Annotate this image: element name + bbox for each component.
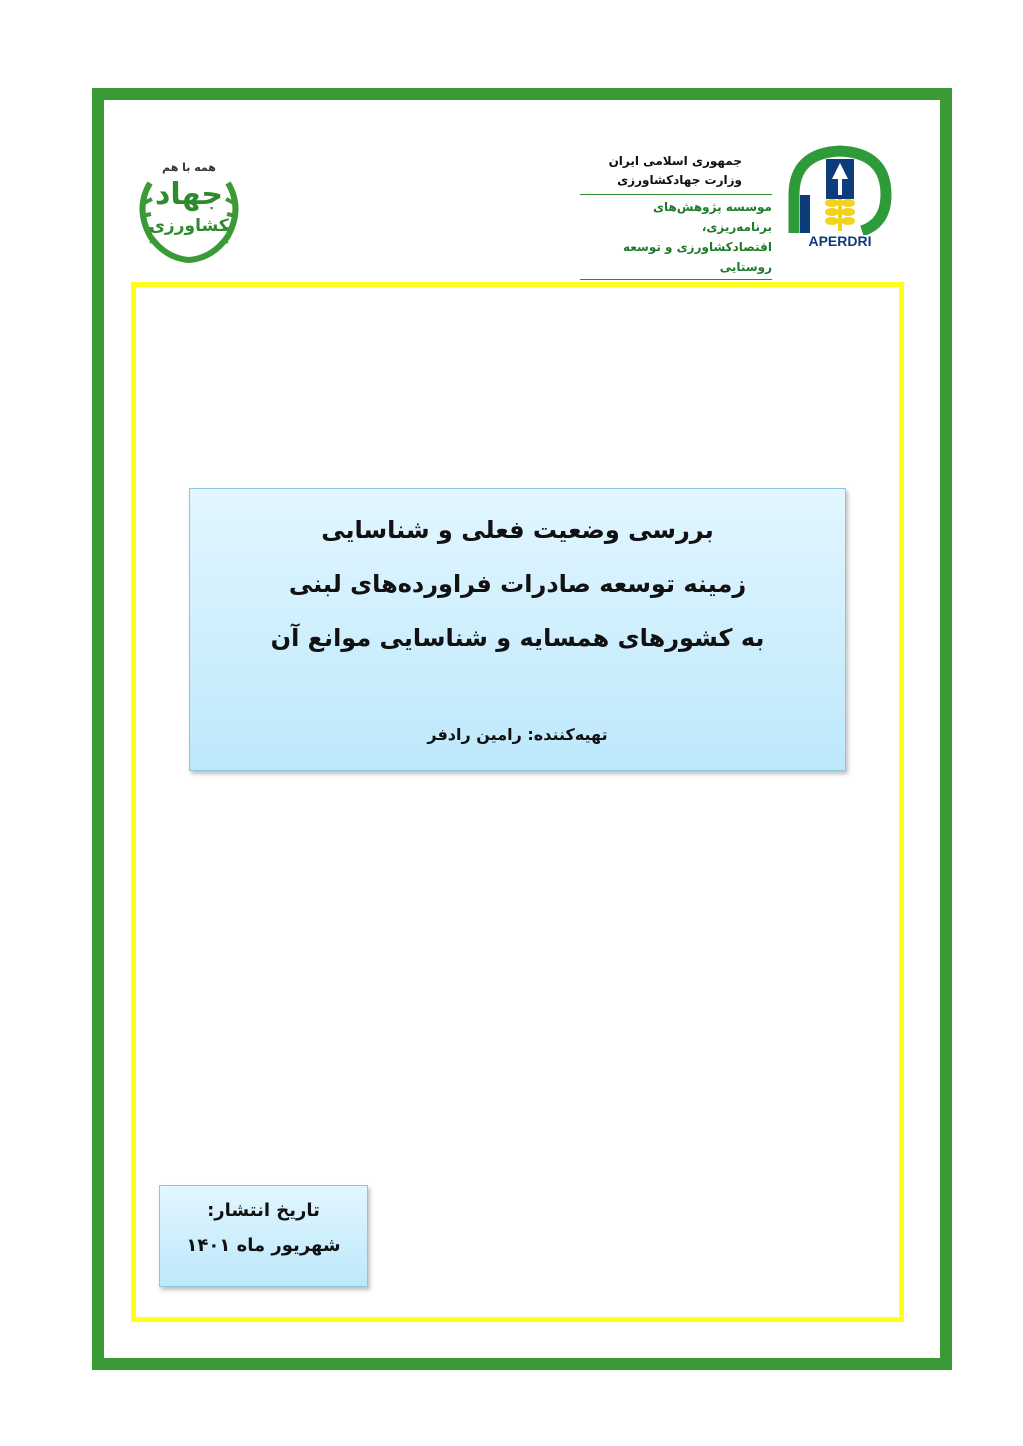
wheat-emblem-icon	[780, 145, 900, 235]
seal-bottom-text: کشاورزی	[149, 216, 229, 236]
author-line: تهیه‌کننده: رامین رادفر	[427, 725, 608, 744]
publication-date-label: تاریخ انتشار:	[207, 1200, 320, 1221]
title-line-3: به کشورهای همسایه و شناسایی موانع آن	[270, 624, 765, 652]
organization-header	[580, 152, 772, 280]
jahad-keshavarzi-seal	[130, 148, 248, 266]
seal-top-text: همه با هم	[162, 161, 216, 174]
inner-yellow-frame	[131, 282, 904, 1322]
publication-date-value: شهریور ماه ۱۴۰۱	[186, 1235, 341, 1256]
title-box	[189, 488, 846, 771]
title-line-2: زمینه توسعه صادرات فراورده‌های لبنی	[288, 570, 747, 598]
institute-name-line1: موسسه پژوهش‌های برنامه‌ریزی،	[653, 200, 772, 234]
title-line-1: بررسی وضعیت فعلی و شناسایی	[321, 516, 714, 544]
institute-name-line2: اقتصادکشاورزی و توسعه روستایی	[622, 240, 772, 274]
aperdri-logo	[780, 145, 900, 257]
publication-date-box	[159, 1185, 368, 1287]
seal-main-text: جهاد	[154, 177, 224, 212]
aperdri-label: APERDRI	[808, 233, 872, 249]
ministry-name: وزارت جهادکشاورزی	[617, 173, 742, 187]
institute-name-block	[580, 194, 772, 280]
country-name: جمهوری اسلامی ایران	[608, 154, 742, 168]
